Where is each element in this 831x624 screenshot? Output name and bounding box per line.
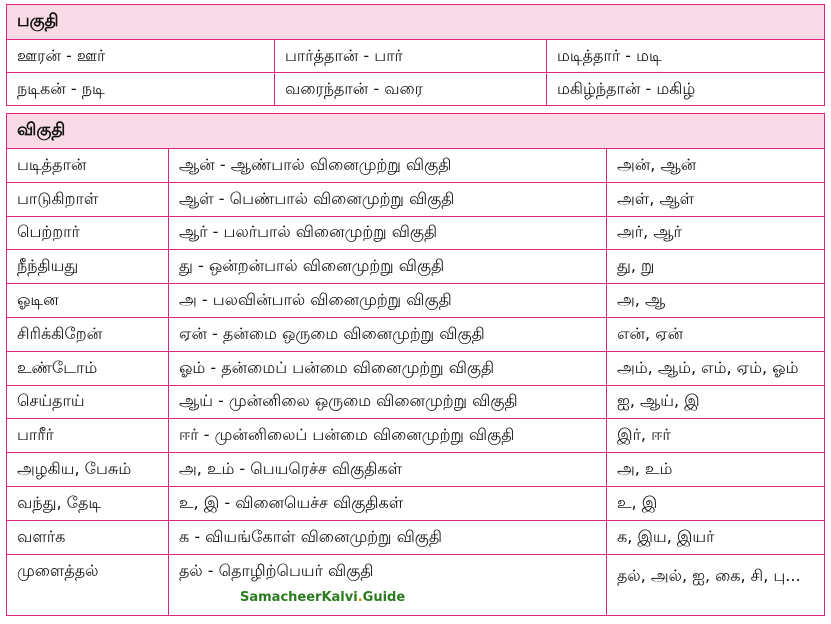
vikuthi-cell: ஐ, ஆய், இ [607, 385, 825, 419]
vikuthi-cell: வந்து, தேடி [7, 486, 169, 520]
vikuthi-cell: தல் - தொழிற்பெயர் விகுதி [169, 554, 607, 615]
vikuthi-cell: ஆன் - ஆண்பால் வினைமுற்று விகுதி [169, 149, 607, 183]
vikuthi-cell: து - ஒன்றன்பால் வினைமுற்று விகுதி [169, 250, 607, 284]
watermark [240, 590, 405, 605]
vikuthi-cell: செய்தாய் [7, 385, 169, 419]
vikuthi-cell: உ, இ [607, 486, 825, 520]
pakuthi-cell: மடித்தார் - மடி [547, 40, 825, 73]
vikuthi-cell: க, இய, இயர் [607, 520, 825, 554]
vikuthi-cell: முளைத்தல் [7, 554, 169, 615]
pakuthi-cell: வரைந்தான் - வரை [275, 73, 547, 106]
vikuthi-cell: து, று [607, 250, 825, 284]
pakuthi-cell: ஊரன் - ஊர் [7, 40, 275, 73]
vikuthi-row [7, 486, 825, 520]
vikuthi-cell: ஈர் - முன்னிலைப் பன்மை வினைமுற்று விகுதி [169, 419, 607, 453]
vikuthi-cell: சிரிக்கிறேன் [7, 317, 169, 351]
vikuthi-cell: அ, உம் [607, 453, 825, 487]
vikuthi-cell: உண்டோம் [7, 351, 169, 385]
watermark-right: Guide [362, 590, 406, 605]
vikuthi-cell: ஆள் - பெண்பால் வினைமுற்று விகுதி [169, 182, 607, 216]
vikuthi-cell: அன், ஆன் [607, 149, 825, 183]
vikuthi-cell: ஆய் - முன்னிலை ஒருமை வினைமுற்று விகுதி [169, 385, 607, 419]
vikuthi-cell: அர், ஆர் [607, 216, 825, 250]
vikuthi-cell: அள், ஆள் [607, 182, 825, 216]
vikuthi-row [7, 216, 825, 250]
vikuthi-row [7, 554, 825, 615]
vikuthi-row [7, 385, 825, 419]
watermark-left: SamacheerKalvi [240, 590, 358, 605]
vikuthi-row [7, 284, 825, 318]
vikuthi-row [7, 453, 825, 487]
vikuthi-row [7, 351, 825, 385]
vikuthi-row [7, 149, 825, 183]
vikuthi-cell: ஏன் - தன்மை ஒருமை வினைமுற்று விகுதி [169, 317, 607, 351]
vikuthi-cell: தல், அல், ஐ, கை, சி, பு... [607, 554, 825, 615]
vikuthi-row [7, 419, 825, 453]
vikuthi-cell: அழகிய, பேசும் [7, 453, 169, 487]
vikuthi-cell: அம், ஆம், எம், ஏம், ஓம் [607, 351, 825, 385]
vikuthi-cell: பாடுகிறாள் [7, 182, 169, 216]
pakuthi-row [7, 73, 825, 106]
pakuthi-cell: நடிகன் - நடி [7, 73, 275, 106]
vikuthi-cell: என், ஏன் [607, 317, 825, 351]
vikuthi-cell: பாரீர் [7, 419, 169, 453]
vikuthi-table [6, 113, 825, 616]
vikuthi-row [7, 520, 825, 554]
pakuthi-cell: பார்த்தான் - பார் [275, 40, 547, 73]
pakuthi-cell: மகிழ்ந்தான் - மகிழ் [547, 73, 825, 106]
pakuthi-heading: பகுதி [7, 5, 825, 40]
vikuthi-cell: பெற்றார் [7, 216, 169, 250]
vikuthi-cell: அ - பலவின்பால் வினைமுற்று விகுதி [169, 284, 607, 318]
vikuthi-cell: ஆர் - பலர்பால் வினைமுற்று விகுதி [169, 216, 607, 250]
vikuthi-row [7, 250, 825, 284]
vikuthi-cell: படித்தான் [7, 149, 169, 183]
vikuthi-cell: நீந்தியது [7, 250, 169, 284]
vikuthi-cell: உ, இ - வினையெச்ச விகுதிகள் [169, 486, 607, 520]
vikuthi-cell: வளர்க [7, 520, 169, 554]
pakuthi-row [7, 40, 825, 73]
vikuthi-cell: க - வியங்கோள் வினைமுற்று விகுதி [169, 520, 607, 554]
vikuthi-row [7, 317, 825, 351]
vikuthi-row [7, 182, 825, 216]
vikuthi-cell: அ, உம் - பெயரெச்ச விகுதிகள் [169, 453, 607, 487]
vikuthi-heading: விகுதி [7, 114, 825, 149]
watermark-sep: . [357, 590, 363, 605]
pakuthi-table [6, 4, 825, 106]
vikuthi-cell: ஓம் - தன்மைப் பன்மை வினைமுற்று விகுதி [169, 351, 607, 385]
vikuthi-cell: அ, ஆ [607, 284, 825, 318]
vikuthi-cell: இர், ஈர் [607, 419, 825, 453]
vikuthi-cell: ஓடின [7, 284, 169, 318]
